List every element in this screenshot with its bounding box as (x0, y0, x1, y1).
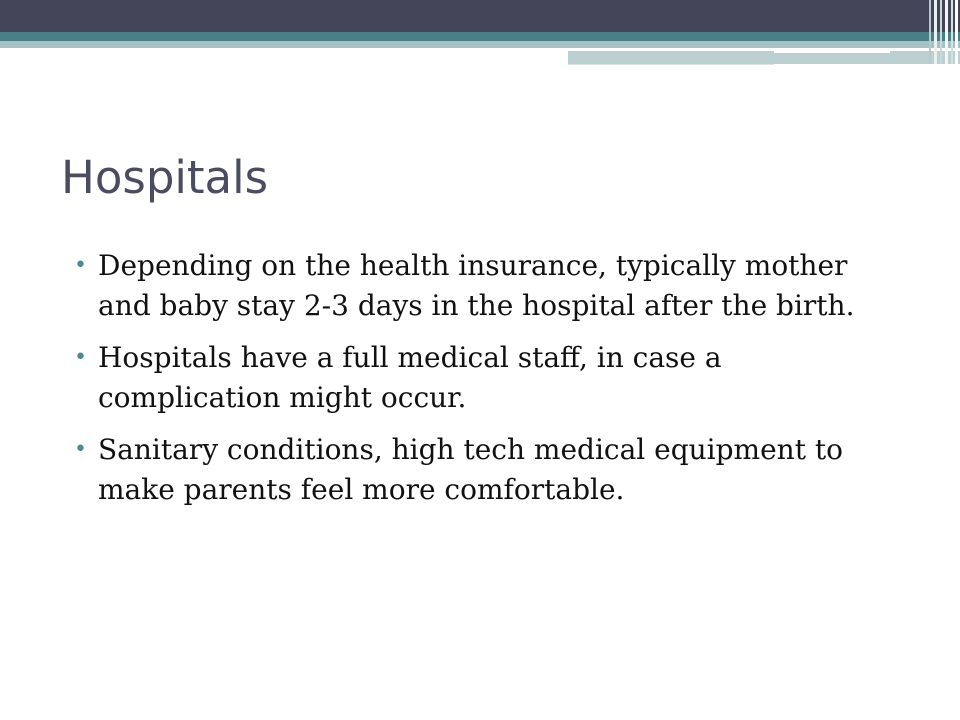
header-edge-stripe (934, 0, 937, 64)
header-band-step (568, 51, 960, 64)
bullet-text: Sanitary conditions, high tech medical equipment to make parents feel more comfortable. (98, 433, 843, 506)
header-band-light (0, 41, 960, 48)
bullet-icon: • (74, 437, 87, 462)
header-edge-stripe (955, 0, 958, 64)
header-band-teal (0, 32, 960, 41)
header-step-highlight (774, 51, 890, 53)
slide-title: Hospitals (61, 151, 269, 204)
header-edge-stripe (940, 0, 942, 64)
bullet-text: Hospitals have a full medical staff, in case a complication might occur. (98, 341, 722, 414)
header-edge-stripe (945, 0, 948, 64)
bullet-icon: • (74, 253, 87, 278)
bullet-text: Depending on the health insurance, typically mother and baby stay 2-3 days in the hospital after the birth. (98, 249, 855, 322)
header-step-line (568, 64, 774, 65)
bullet-item (74, 338, 874, 418)
bullet-icon: • (74, 345, 87, 370)
header-band-dark (0, 0, 960, 32)
header-edge-stripe (929, 0, 931, 64)
bullet-item (74, 430, 874, 510)
header-edge-stripe (951, 0, 953, 64)
bullet-item (74, 246, 874, 326)
bullet-list (74, 246, 874, 522)
